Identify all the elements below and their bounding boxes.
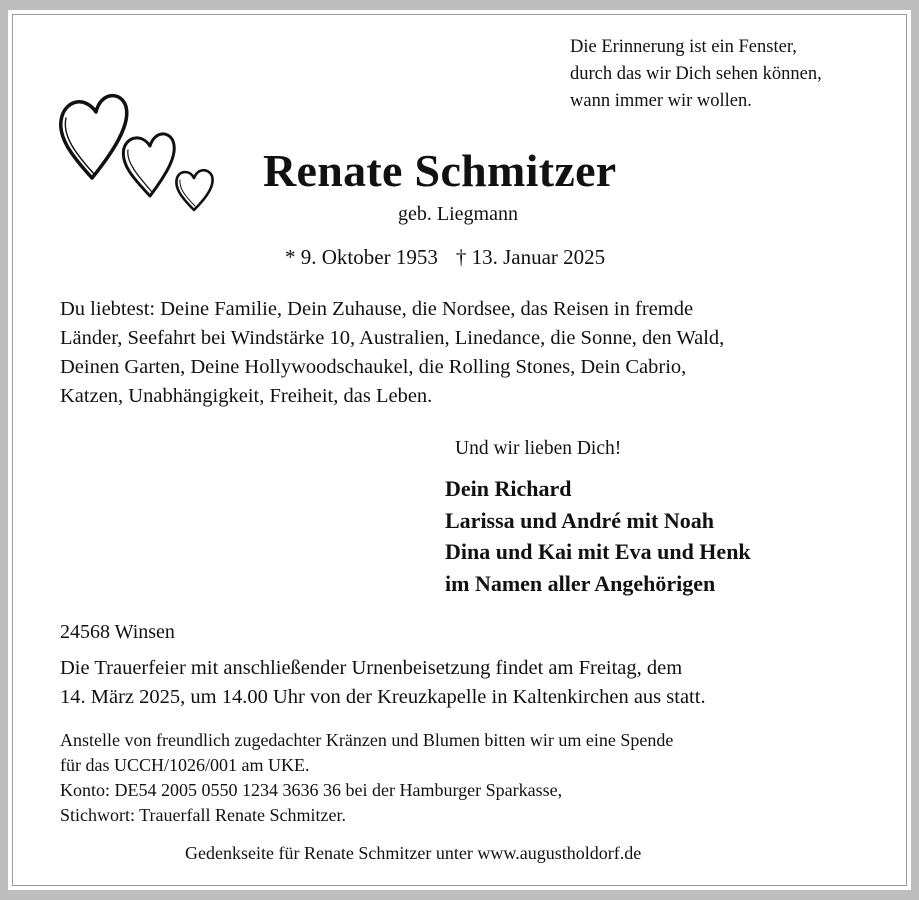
quote-line: wann immer wir wollen. — [570, 91, 752, 111]
ceremony-line: Die Trauerfeier mit anschließender Urnenbeisetzung findet am Freitag, dem — [60, 657, 683, 679]
mourner-name: Dein Richard — [445, 476, 572, 501]
donation-line: Konto: DE54 2005 0550 1234 3636 36 bei der Hamburger Sparkasse, — [60, 780, 563, 800]
mourner-name: im Namen aller Angehörigen — [445, 570, 716, 596]
donation-paragraph — [60, 728, 673, 828]
loves-line: Du liebtest: Deine Familie, Dein Zuhause, die Nordsee, das Reisen in fremde — [60, 298, 694, 320]
mourners-list — [445, 473, 751, 599]
loves-line: Katzen, Unabhängigkeit, Freiheit, das Leben. — [60, 385, 433, 407]
maiden-name: geb. Liegmann — [398, 203, 518, 225]
loves-line: Deinen Garten, Deine Hollywoodschaukel, die Rolling Stones, Dein Cabrio, — [60, 356, 687, 378]
mourner-name: Larissa und André mit Noah — [445, 507, 714, 533]
place-line: 24568 Winsen — [60, 621, 175, 643]
loves-line: Länder, Seefahrt bei Windstärke 10, Australien, Linedance, die Sonne, den Wald, — [60, 327, 725, 349]
mourners-intro: Und wir lieben Dich! — [455, 438, 622, 459]
obituary-notice — [8, 10, 911, 890]
mourner-name: Dina und Kai mit Eva und Henk — [445, 539, 751, 564]
donation-line: Anstelle von freundlich zugedachter Kränzen und Blumen bitten wir um eine Spende — [60, 730, 674, 750]
quote-line: Die Erinnerung ist ein Fenster, — [570, 37, 797, 57]
memorial-quote — [570, 34, 822, 115]
death-date: † 13. Januar 2025 — [455, 245, 606, 269]
ceremony-paragraph — [60, 654, 706, 712]
memorial-page-line: Gedenkseite für Renate Schmitzer unter www.augustholdorf.de — [185, 843, 642, 863]
loves-paragraph — [60, 295, 724, 411]
deceased-name: Renate Schmitzer — [263, 145, 617, 196]
donation-line: für das UCCH/1026/001 am UKE. — [60, 755, 310, 775]
birth-date: * 9. Oktober 1953 — [285, 245, 438, 269]
quote-line: durch das wir Dich sehen können, — [570, 64, 822, 84]
donation-line: Stichwort: Trauerfall Renate Schmitzer. — [60, 805, 346, 825]
ceremony-line: 14. März 2025, um 14.00 Uhr von der Kreuzkapelle in Kaltenkirchen aus statt. — [60, 686, 706, 708]
three-hearts-icon — [52, 84, 222, 219]
life-dates — [285, 245, 605, 270]
